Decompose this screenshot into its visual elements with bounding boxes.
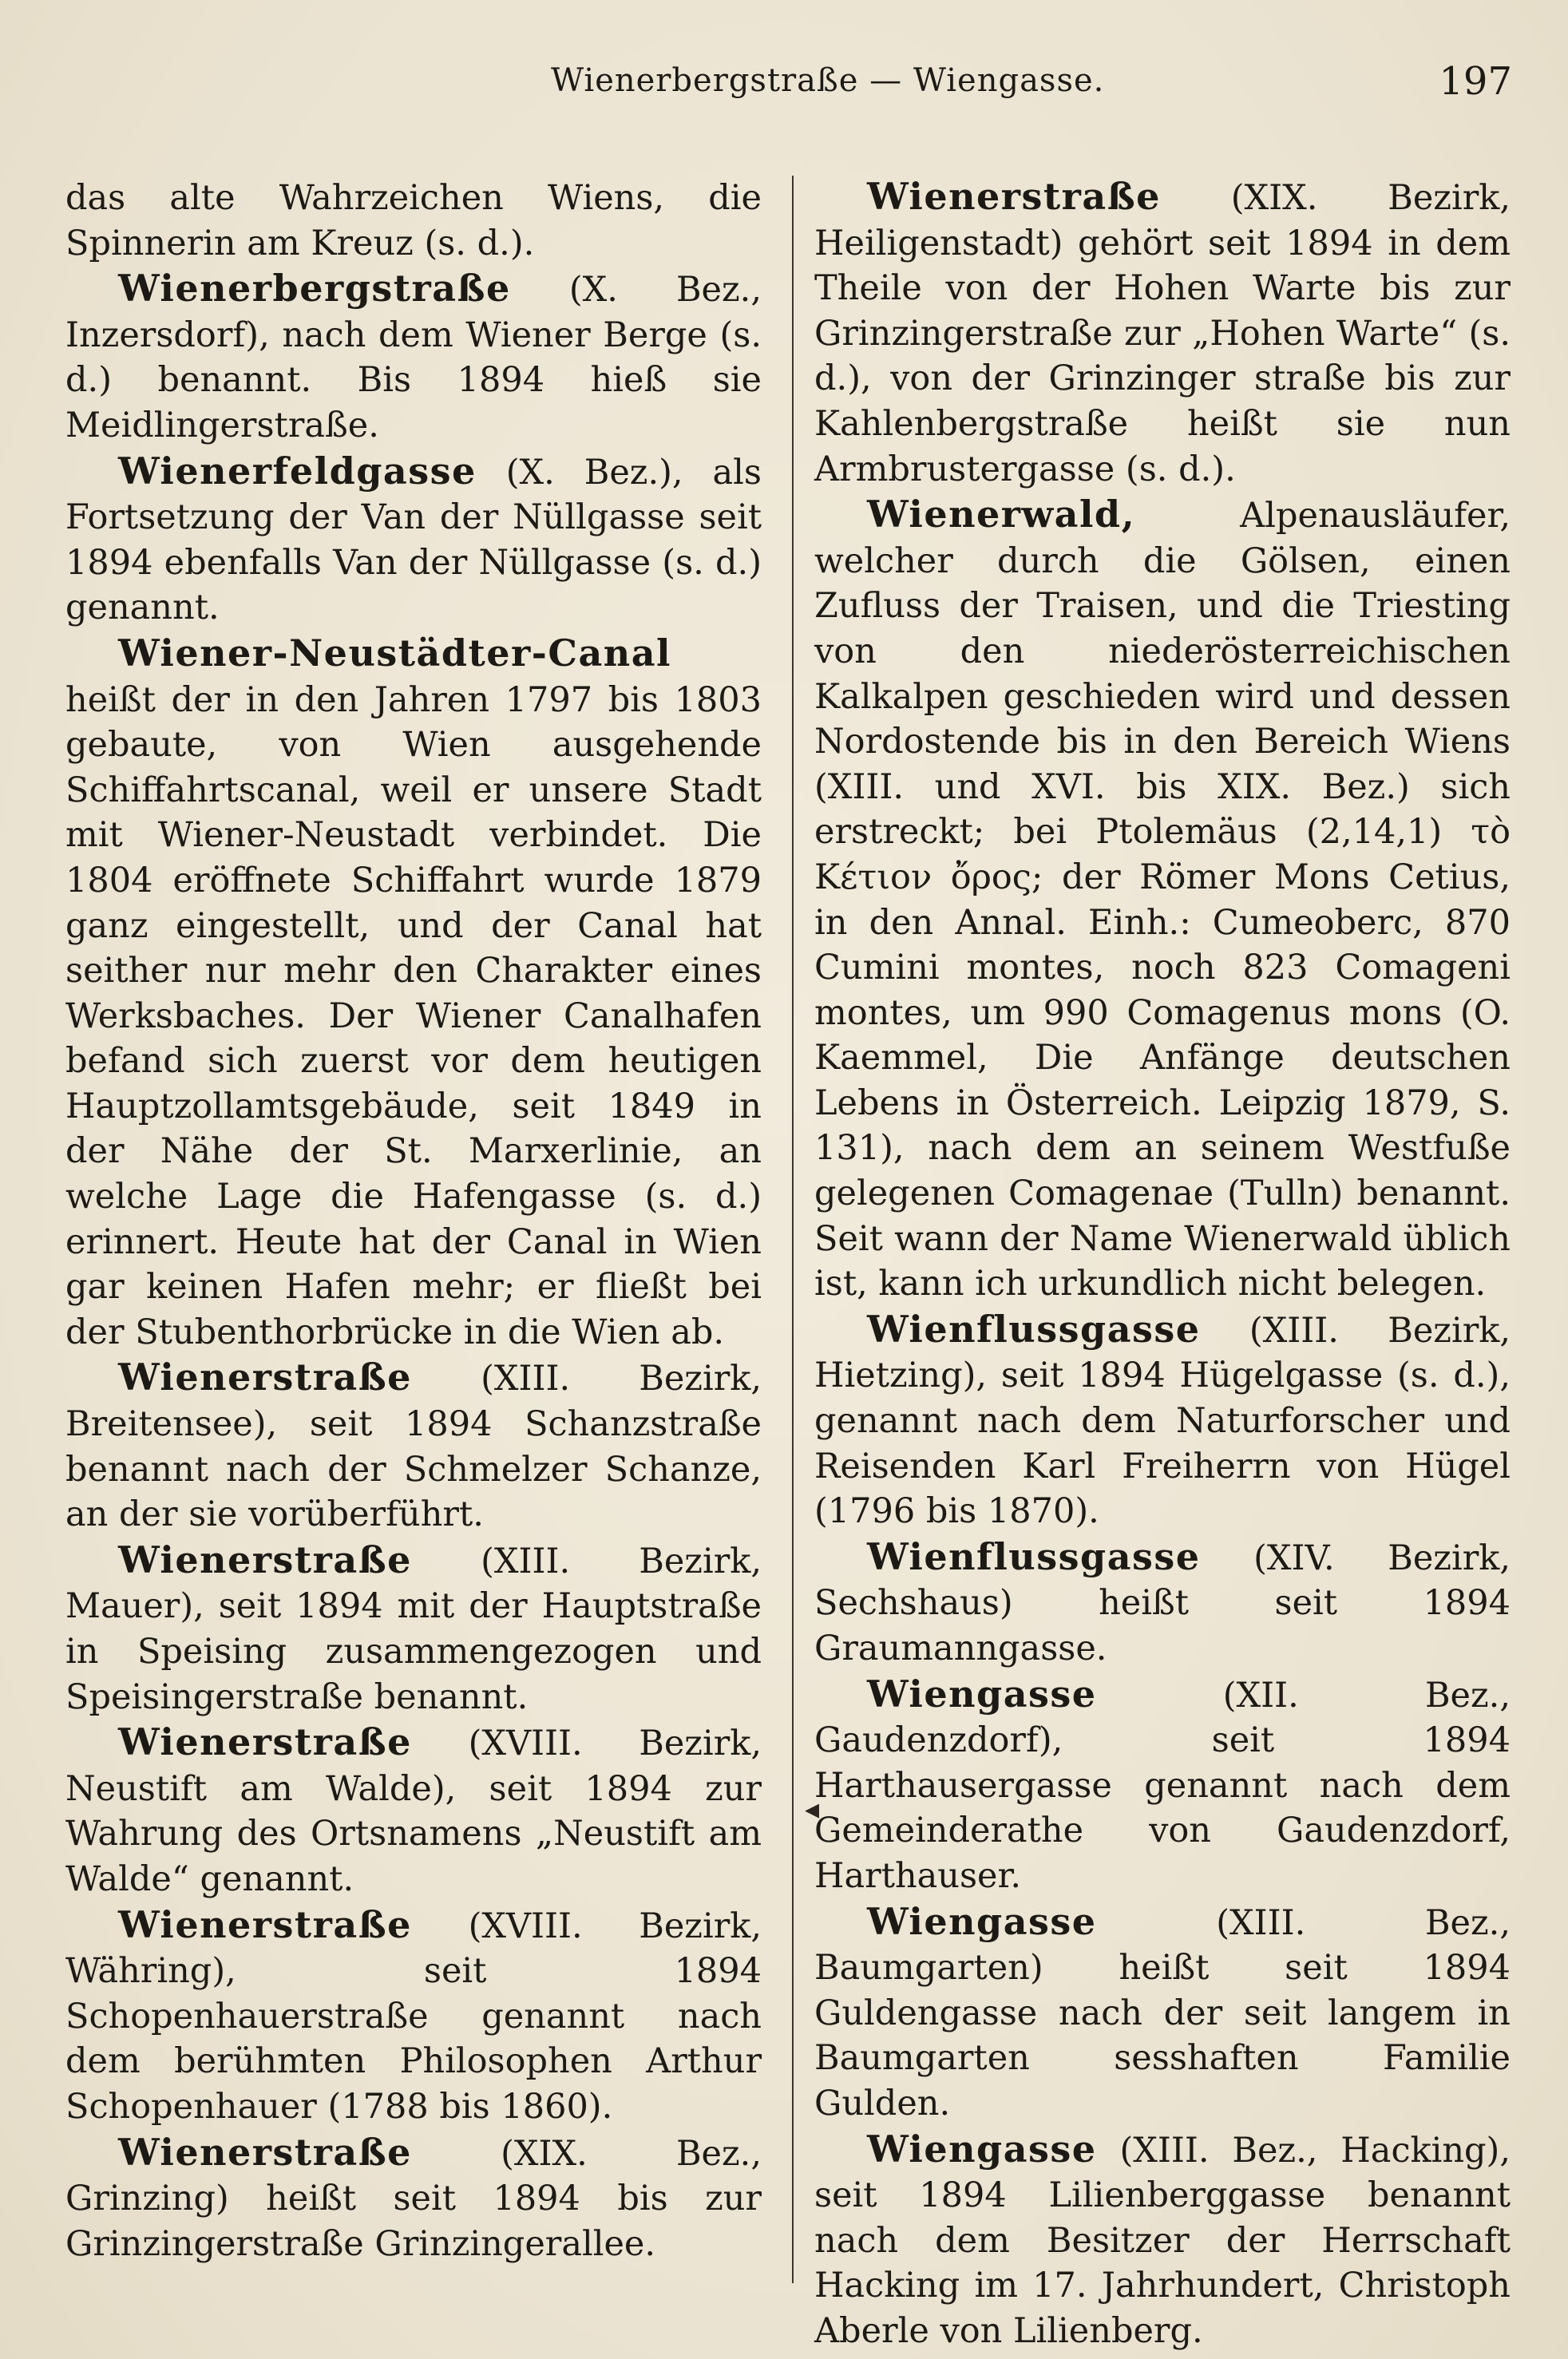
entry-text: (XVIII. Bezirk, Neustift am Walde), seit 1894 zur Wahrung des Ortsnamens „Neustift am Walde“ genannt. (65, 1724, 762, 1899)
entry (65, 631, 762, 1356)
entry (65, 266, 762, 448)
entry (814, 1307, 1511, 1534)
entry-headword: Wienerstraße (118, 1538, 412, 1581)
entry-headword: Wiener-Neustädter-Canal (118, 631, 671, 675)
entry (65, 1355, 762, 1537)
entry-headword: Wiengasse (867, 1899, 1097, 1943)
entry-headword: Wienerstraße (118, 1720, 412, 1764)
entry-text: Alpenausläufer, welcher durch die Gölsen, einen Zufluss der Traisen, und die Triesting von den niederösterreichischen Kalkalpen geschieden wird und dessen Nordostende bis in den Bereich Wiens (XIII. und XVI. bis XIX. Bez.) sich erstreckt; bei Ptolemäus (2,14,1) τὸ Κέτιον ὄρος; der Römer Mons Cetius, in den Annal. Einh.: Cumeoberc, 870 Cumini montes, noch 823 Comageni montes, um 990 Comagenus mons (O. Kaemmel, Die Anfänge deutschen Lebens in Österreich. Leipzig 1879, S. 131), nach dem an seinem Westfuße gelegenen Comagenae (Tulln) benannt. Seit wann der Name Wienerwald üblich ist, kann ich urkundlich nicht belegen. (814, 496, 1511, 1304)
right-column (814, 174, 1511, 2354)
entry-text: (XIII. Bezirk, Hietzing), seit 1894 Hügelgasse (s. d.), genannt nach dem Naturforscher und Reisenden Karl Freiherrn von Hügel (1796 bis 1870). (814, 1310, 1511, 1532)
entry-headword: Wienflussgasse (867, 1534, 1201, 1578)
entry-text: (XIV. Bezirk, Sechshaus) heißt seit 1894 Graumanngasse. (814, 1538, 1511, 1668)
entry-text: (XVIII. Bezirk, Währing), seit 1894 Schopenhauerstraße genannt nach dem berühmten Philosophen Arthur Schopenhauer (1788 bis 1860). (65, 1906, 762, 2127)
entry (814, 1672, 1511, 1899)
entry (814, 492, 1511, 1307)
entry-headword: Wiengasse (867, 1672, 1097, 1716)
entry (814, 2127, 1511, 2354)
left-column (65, 174, 762, 2266)
entry (814, 1534, 1511, 1672)
running-head: Wienerbergstraße — Wiengasse. (551, 62, 1105, 99)
entry (814, 1899, 1511, 2127)
entry-text: (X. Bez., Inzersdorf), nach dem Wiener Berge (s. d.) benannt. Bis 1894 hieß sie Meidlingerstraße. (65, 270, 762, 445)
entry-text: (XIII. Bez., Hacking), seit 1894 Lilienberggasse benannt nach dem Besitzer der Herrschaft Hacking im 17. Jahrhundert, Christoph Aberle von Lilienberg. (814, 2130, 1511, 2351)
entry-headword: Wienerstraße (118, 2130, 412, 2174)
entry-text: (XIII. Bezirk, Mauer), seit 1894 mit der Hauptstraße in Speising zusammengezogen und Speisingerstraße benannt. (65, 1541, 762, 1717)
entry-headword: Wienerstraße (867, 175, 1161, 218)
entry-text: (XIX. Bez., Grinzing) heißt seit 1894 bis zur Grinzingerstraße Grinzingerallee. (65, 2133, 762, 2264)
entry (65, 1902, 762, 2130)
entry-text: heißt der in den Jahren 1797 bis 1803 gebaute, von Wien ausgehende Schiffahrtscanal, weil er unsere Stadt mit Wiener-Neustadt verbindet. Die 1804 eröffnete Schiffahrt wurde 1879 ganz eingestellt, und der Canal hat seither nur mehr den Charakter eines Werksbaches. Der Wiener Canalhafen befand sich zuerst vor dem heutigen Hauptzollamtsgebäude, seit 1849 in der Nähe der St. Marxerlinie, an welche Lage die Hafengasse (s. d.) erinnert. Heute hat der Canal in Wien gar keinen Hafen mehr; er fließt bei der Stubenthorbrücke in die Wien ab. (65, 679, 762, 1352)
entry-text: (XIX. Bezirk, Heiligenstadt) gehört seit 1894 in dem Theile von der Hohen Warte bis zur Grinzingerstraße zur „Hohen Warte“ (s. d.), von der Grinzinger straße bis zur Kahlenbergstraße heißt sie nun Armbrustergasse (s. d.). (814, 178, 1511, 489)
entry-text: das alte Wahrzeichen Wiens, die Spinnerin am Kreuz (s. d.). (65, 178, 762, 263)
entry (65, 174, 762, 266)
page-number: 197 (1439, 59, 1512, 104)
column-divider (792, 176, 794, 2283)
entry-headword: Wienflussgasse (867, 1307, 1201, 1351)
entry (65, 1538, 762, 1720)
entry-text: (XIII. Bez., Baumgarten) heißt seit 1894 Guldengasse nach der seit langem in Baumgarten sesshaften Familie Gulden. (814, 1902, 1511, 2123)
entry-text: (X. Bez.), als Fortsetzung der Van der Nüllgasse seit 1894 ebenfalls Van der Nüllgasse (s. d.) genannt. (65, 452, 762, 628)
entry-headword: Wienerstraße (118, 1902, 412, 1946)
entry-headword: Wienerfeldgasse (118, 449, 477, 493)
entry (65, 1720, 762, 1902)
entry-headword: Wiengasse (867, 2127, 1097, 2171)
entry-headword: Wienerstraße (118, 1356, 412, 1399)
entry-text: (XIII. Bezirk, Breitensee), seit 1894 Schanzstraße benannt nach der Schmelzer Schanze, an der sie vorüberführt. (65, 1359, 762, 1535)
entry-headword: Wienerwald, (867, 493, 1136, 536)
entry (814, 174, 1511, 492)
entry (65, 449, 762, 631)
entry-text: (XII. Bez., Gaudenzdorf), seit 1894 Harthausergasse genannt nach dem Gemeinderathe von Gaudenzdorf, Harthauser. (814, 1675, 1511, 1896)
margin-mark: ◂ (805, 1793, 820, 1826)
entry-headword: Wienerbergstraße (118, 267, 511, 311)
entry (65, 2130, 762, 2267)
